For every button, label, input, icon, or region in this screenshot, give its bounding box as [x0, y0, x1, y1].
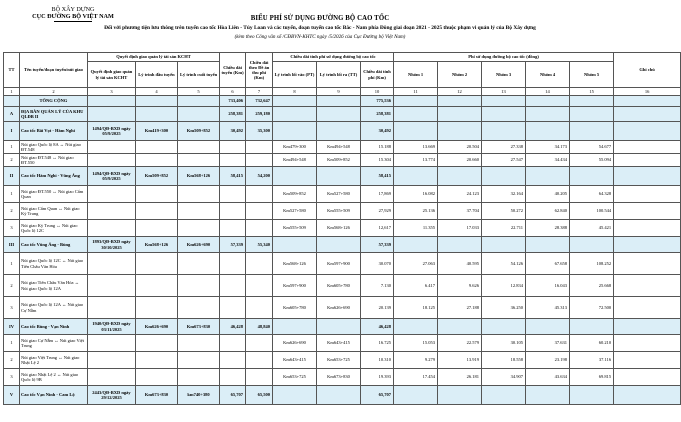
col-group-5: Nhóm 5 [570, 62, 614, 88]
row-decision: 1940/QĐ-BXD ngày 03/11/2025 [88, 319, 136, 335]
col-decision: Quyết định giao quản lý tài sản KCHT [88, 62, 136, 88]
row-group-3: 27.547 [482, 154, 526, 167]
row-group-5: 100.544 [570, 203, 614, 220]
row-name: ĐỊA BÀN QUẢN LÝ CỦA KHU QLĐB II [20, 107, 88, 122]
row-fee-km: 15.304 [361, 154, 394, 167]
row-name: Nút giao ĐT.550 ↔ Nút giao Cẩm Quan [20, 186, 88, 203]
row-tt: III [4, 237, 20, 253]
row-fee-km: 30.070 [361, 253, 394, 275]
department-name: CỤC ĐƯỜNG BỘ VIỆT NAM [32, 13, 114, 20]
table-row [4, 141, 681, 154]
col-fee-length: Chiều dài theo Đề án thu phí (Km) [246, 53, 273, 88]
col-km-end: Lý trình cuối tuyến [178, 62, 220, 88]
row-km-out: Km626+690 [317, 297, 361, 319]
section-row [4, 237, 681, 253]
row-fee-length: 35,300 [246, 122, 273, 141]
col-num: 16 [614, 88, 681, 96]
col-num: 11 [394, 88, 438, 96]
row-tt: IV [4, 319, 20, 335]
table-row [4, 369, 681, 386]
group-fee-rate: Phí sử dụng đường bộ cao tốc (đồng) [394, 53, 614, 62]
row-group-1: 9.279 [394, 352, 438, 369]
row-km-end: Km673+830 [178, 319, 220, 335]
col-num: 1 [4, 88, 20, 96]
row-km-start: Km626+690 [136, 319, 178, 335]
table-row [4, 154, 681, 167]
row-group-2: 24.123 [438, 186, 482, 203]
col-num: 15 [570, 88, 614, 96]
section-row [4, 386, 681, 405]
total-fee-length: 732,647 [246, 96, 273, 107]
row-tt: 1 [4, 141, 20, 154]
row-group-2: 22.579 [438, 335, 482, 352]
row-fee-km: 258,381 [361, 107, 394, 122]
row-fee-length: 54,200 [246, 167, 273, 186]
row-group-4: 62.840 [526, 203, 570, 220]
row-tt: II [4, 167, 20, 186]
col-group-4: Nhóm 4 [526, 62, 570, 88]
row-group-5: 54.677 [570, 141, 614, 154]
row-length: 258,381 [220, 107, 246, 122]
document-attachment-note: (kèm theo Công văn số /CĐBVN-KHTC ngày /5/2026 của Cục Đường bộ Việt Nam) [234, 34, 406, 40]
col-length: Chiều dài tuyến (Km) [220, 53, 246, 88]
row-km-out: Km605+780 [317, 275, 361, 297]
row-km-in: Km626+690 [273, 335, 317, 352]
row-group-1: 18.125 [394, 297, 438, 319]
row-group-3: 12.834 [482, 275, 526, 297]
row-km-out: Km673+830 [317, 369, 361, 386]
row-group-5: 69.815 [570, 369, 614, 386]
col-group-3: Nhóm 3 [482, 62, 526, 88]
row-name: Cao tốc Vạn Ninh - Cam Lộ [20, 386, 88, 405]
row-group-4: 37.631 [526, 335, 570, 352]
col-group-1: Nhóm 1 [394, 62, 438, 88]
row-fee-km: 12,617 [361, 220, 394, 237]
row-tt: 2 [4, 154, 20, 167]
row-decision: 1494/QĐ-BXD ngày 05/9/2025 [88, 122, 136, 141]
row-km-out: Km494+548 [317, 141, 361, 154]
row-group-2: 37.704 [438, 203, 482, 220]
col-num: 9 [317, 88, 361, 96]
row-km-out: Km555+509 [317, 203, 361, 220]
row-group-5: 108.252 [570, 253, 614, 275]
row-km-in: Km643+415 [273, 352, 317, 369]
row-group-4: 28.388 [526, 220, 570, 237]
row-length: 58,415 [220, 167, 246, 186]
row-group-1: 15.053 [394, 335, 438, 352]
row-tt: 2 [4, 275, 20, 297]
col-fee-km: Chiều dài tính phí (Km) [361, 62, 394, 88]
row-km-out: Km509+852 [317, 154, 361, 167]
row-km-in: Km568+126 [273, 253, 317, 275]
row-group-2: 40.595 [438, 253, 482, 275]
row-group-3: 18.558 [482, 352, 526, 369]
row-fee-length: 259,180 [246, 107, 273, 122]
col-num: 14 [526, 88, 570, 96]
row-group-2: 26.181 [438, 369, 482, 386]
row-km-out: Km527+580 [317, 186, 361, 203]
col-num: 13 [482, 88, 526, 96]
table-row [4, 186, 681, 203]
row-group-2: 27.188 [438, 297, 482, 319]
row-group-3: 36.250 [482, 297, 526, 319]
row-km-start: Km419+300 [136, 122, 178, 141]
col-num: 3 [88, 88, 136, 96]
row-km-in: Km597+900 [273, 275, 317, 297]
row-name: Nút giao Tiến Châu Văn Hóa ↔ Nút giao Quốc lộ 12A [20, 275, 88, 297]
row-group-1: 27.063 [394, 253, 438, 275]
row-fee-km: 65,707 [361, 386, 394, 405]
row-group-3: 22.711 [482, 220, 526, 237]
row-km-out: Km643+415 [317, 335, 361, 352]
col-km-start: Lý trình đầu tuyến [136, 62, 178, 88]
row-tt: 3 [4, 369, 20, 386]
col-km-in: Lý trình lối vào (PT) [273, 62, 317, 88]
row-km-end: Km568+126 [178, 167, 220, 186]
section-row [4, 319, 681, 335]
col-name: Tên tuyến/đoạn tuyến/nút giao [20, 53, 88, 88]
total-row [4, 96, 681, 107]
row-tt: 3 [4, 220, 20, 237]
row-name: Nút giao Cẩm Quan ↔ Nút giao Kỳ Trung [20, 203, 88, 220]
row-group-1: 6.417 [394, 275, 438, 297]
row-length: 65,707 [220, 386, 246, 405]
row-group-4: 34.173 [526, 141, 570, 154]
row-group-1: 16.082 [394, 186, 438, 203]
col-num: 2 [20, 88, 88, 96]
row-length: 46,428 [220, 319, 246, 335]
section-row [4, 167, 681, 186]
row-group-3: 50.272 [482, 203, 526, 220]
row-km-in: Km653+725 [273, 369, 317, 386]
row-decision: 2443/QĐ-BXD ngày 29/12/2025 [88, 386, 136, 405]
row-group-1: 17.454 [394, 369, 438, 386]
row-group-1: 13.774 [394, 154, 438, 167]
row-name: Nút giao Việt Trung ↔ Nút giao Nhật Lệ 2 [20, 352, 88, 369]
row-fee-km: 46,428 [361, 319, 394, 335]
col-note: Ghi chú [614, 53, 681, 88]
row-km-in: Km605+780 [273, 297, 317, 319]
row-fee-km: 20.139 [361, 297, 394, 319]
col-num: 6 [220, 88, 246, 96]
row-fee-km: 57,339 [361, 237, 394, 253]
row-fee-length: 65,500 [246, 386, 273, 405]
row-group-2: 20.660 [438, 154, 482, 167]
row-group-2: 20.504 [438, 141, 482, 154]
row-km-out: Km653+725 [317, 352, 361, 369]
row-tt: A [4, 107, 20, 122]
row-name: Nút giao Kỳ Trung ↔ Nút giao Quốc lộ 12C [20, 220, 88, 237]
row-name: Cao tốc Hàm Nghi - Vũng Áng [20, 167, 88, 186]
row-km-in: Km479+300 [273, 141, 317, 154]
row-group-1: 25.136 [394, 203, 438, 220]
row-group-5: 25.668 [570, 275, 614, 297]
row-group-3: 27.338 [482, 141, 526, 154]
row-tt: 1 [4, 186, 20, 203]
document-title: BIỂU PHÍ SỬ DỤNG ĐƯỜNG BỘ CAO TỐC [250, 15, 390, 22]
col-num: 8 [273, 88, 317, 96]
row-name: Cao tốc Vũng Áng - Bùng [20, 237, 88, 253]
group-fee-length: Chiều dài tính phí sử dụng đường bộ cao tốc [273, 53, 394, 62]
row-group-4: 40.205 [526, 186, 570, 203]
table-row [4, 335, 681, 352]
row-fee-length: 48,840 [246, 319, 273, 335]
row-decision: 1494/QĐ-BXD ngày 05/9/2025 [88, 167, 136, 186]
col-num: 10 [361, 88, 394, 96]
row-length: 57,339 [220, 237, 246, 253]
row-group-4: 34.434 [526, 154, 570, 167]
row-group-5: 37.116 [570, 352, 614, 369]
col-tt: TT [4, 53, 20, 88]
row-group-4: 43.634 [526, 369, 570, 386]
group-kcht: Quyết định giao quản lý tài sản KCHT [88, 53, 220, 62]
row-km-in: Km509+852 [273, 186, 317, 203]
row-group-5: 72.500 [570, 297, 614, 319]
row-km-in: Km527+580 [273, 203, 317, 220]
row-group-3: 54.126 [482, 253, 526, 275]
table-row [4, 275, 681, 297]
row-tt: 3 [4, 297, 20, 319]
row-km-start: Km568+126 [136, 237, 178, 253]
row-tt: 2 [4, 203, 20, 220]
row-tt: V [4, 386, 20, 405]
row-fee-km: 27,929 [361, 203, 394, 220]
row-fee-km: 7.130 [361, 275, 394, 297]
col-num: 5 [178, 88, 220, 96]
row-tt: 1 [4, 335, 20, 352]
row-group-2: 17.033 [438, 220, 482, 237]
row-fee-km: 30,492 [361, 122, 394, 141]
row-fee-length: 55,340 [246, 237, 273, 253]
total-label: TỔNG CỘNG [20, 96, 88, 107]
row-group-5: 60.210 [570, 335, 614, 352]
row-tt: 2 [4, 352, 20, 369]
row-tt: I [4, 122, 20, 141]
col-km-out: Lý trình lối ra (TT) [317, 62, 361, 88]
row-name: Nút giao Quốc lộ 12A ↔ Nút giao Cự Nẫm [20, 297, 88, 319]
row-fee-km: 17,869 [361, 186, 394, 203]
row-km-out: Km568+126 [317, 220, 361, 237]
row-km-in: Km555+509 [273, 220, 317, 237]
column-number-row [4, 88, 681, 96]
table-row [4, 203, 681, 220]
col-num: 7 [246, 88, 273, 96]
row-km-start: Km509+852 [136, 167, 178, 186]
row-km-end: Km626+690 [178, 237, 220, 253]
row-tt: 1 [4, 253, 20, 275]
row-fee-km: 15.188 [361, 141, 394, 154]
row-group-4: 45.313 [526, 297, 570, 319]
row-group-4: 16.043 [526, 275, 570, 297]
row-km-end: km740+380 [178, 386, 220, 405]
section-row [4, 122, 681, 141]
row-km-start: Km673+830 [136, 386, 178, 405]
row-group-3: 32.164 [482, 186, 526, 203]
row-group-3: 34.907 [482, 369, 526, 386]
row-group-2: 13.919 [438, 352, 482, 369]
row-group-2: 9.626 [438, 275, 482, 297]
row-fee-km: 58,415 [361, 167, 394, 186]
row-fee-km: 16.725 [361, 335, 394, 352]
document-subtitle: Đối với phương tiện lưu thông trên tuyến cao tốc Hòa Liên - Túy Loan và các tuyến, đoạn tuyến cao tốc Bắc - Nam phía Đông giai đoạn 2021 - 2025 thuộc phạm vi quản lý của Bộ Xây dựng [104, 25, 536, 31]
row-km-out: Km597+900 [317, 253, 361, 275]
row-km-end: Km509+852 [178, 122, 220, 141]
row-group-5: 55.094 [570, 154, 614, 167]
table-row [4, 352, 681, 369]
row-name: Nút giao Quốc lộ 12C ↔ Nút giao Tiến Châu Văn Hóa [20, 253, 88, 275]
row-km-in: Km494+548 [273, 154, 317, 167]
region-row [4, 107, 681, 122]
row-group-3: 30.105 [482, 335, 526, 352]
col-num: 12 [438, 88, 482, 96]
row-group-4: 23.198 [526, 352, 570, 369]
row-name: Cao tốc Bãi Vọt - Hàm Nghi [20, 122, 88, 141]
ministry-name: BỘ XÂY DỰNG [51, 6, 95, 13]
fee-table [3, 52, 681, 405]
row-name: Nút giao Cự Nẫm ↔ Nút giao Việt Trung [20, 335, 88, 352]
row-name: Nút giao ĐT.548 ↔ Nút giao ĐT.550 [20, 154, 88, 167]
total-length: 733,406 [220, 96, 246, 107]
table-row [4, 253, 681, 275]
row-name: Cao tốc Bùng - Vạn Ninh [20, 319, 88, 335]
row-name: Nút giao Quốc lộ 8A ↔ Nút giao ĐT.548 [20, 141, 88, 154]
total-fee-km: 775,536 [361, 96, 394, 107]
row-group-1: 11.355 [394, 220, 438, 237]
row-fee-km: 19.393 [361, 369, 394, 386]
col-group-2: Nhóm 2 [438, 62, 482, 88]
row-name: Nút giao Nhật Lệ 2 ↔ Nút giao Quốc lộ 9B [20, 369, 88, 386]
table-row [4, 220, 681, 237]
table-row [4, 297, 681, 319]
col-num: 4 [136, 88, 178, 96]
row-length: 30,492 [220, 122, 246, 141]
row-decision: 1893/QĐ-BXD ngày 30/10/2025 [88, 237, 136, 253]
row-group-4: 67.658 [526, 253, 570, 275]
row-group-5: 64.328 [570, 186, 614, 203]
row-fee-km: 10.310 [361, 352, 394, 369]
row-group-5: 45.421 [570, 220, 614, 237]
row-group-1: 13.669 [394, 141, 438, 154]
